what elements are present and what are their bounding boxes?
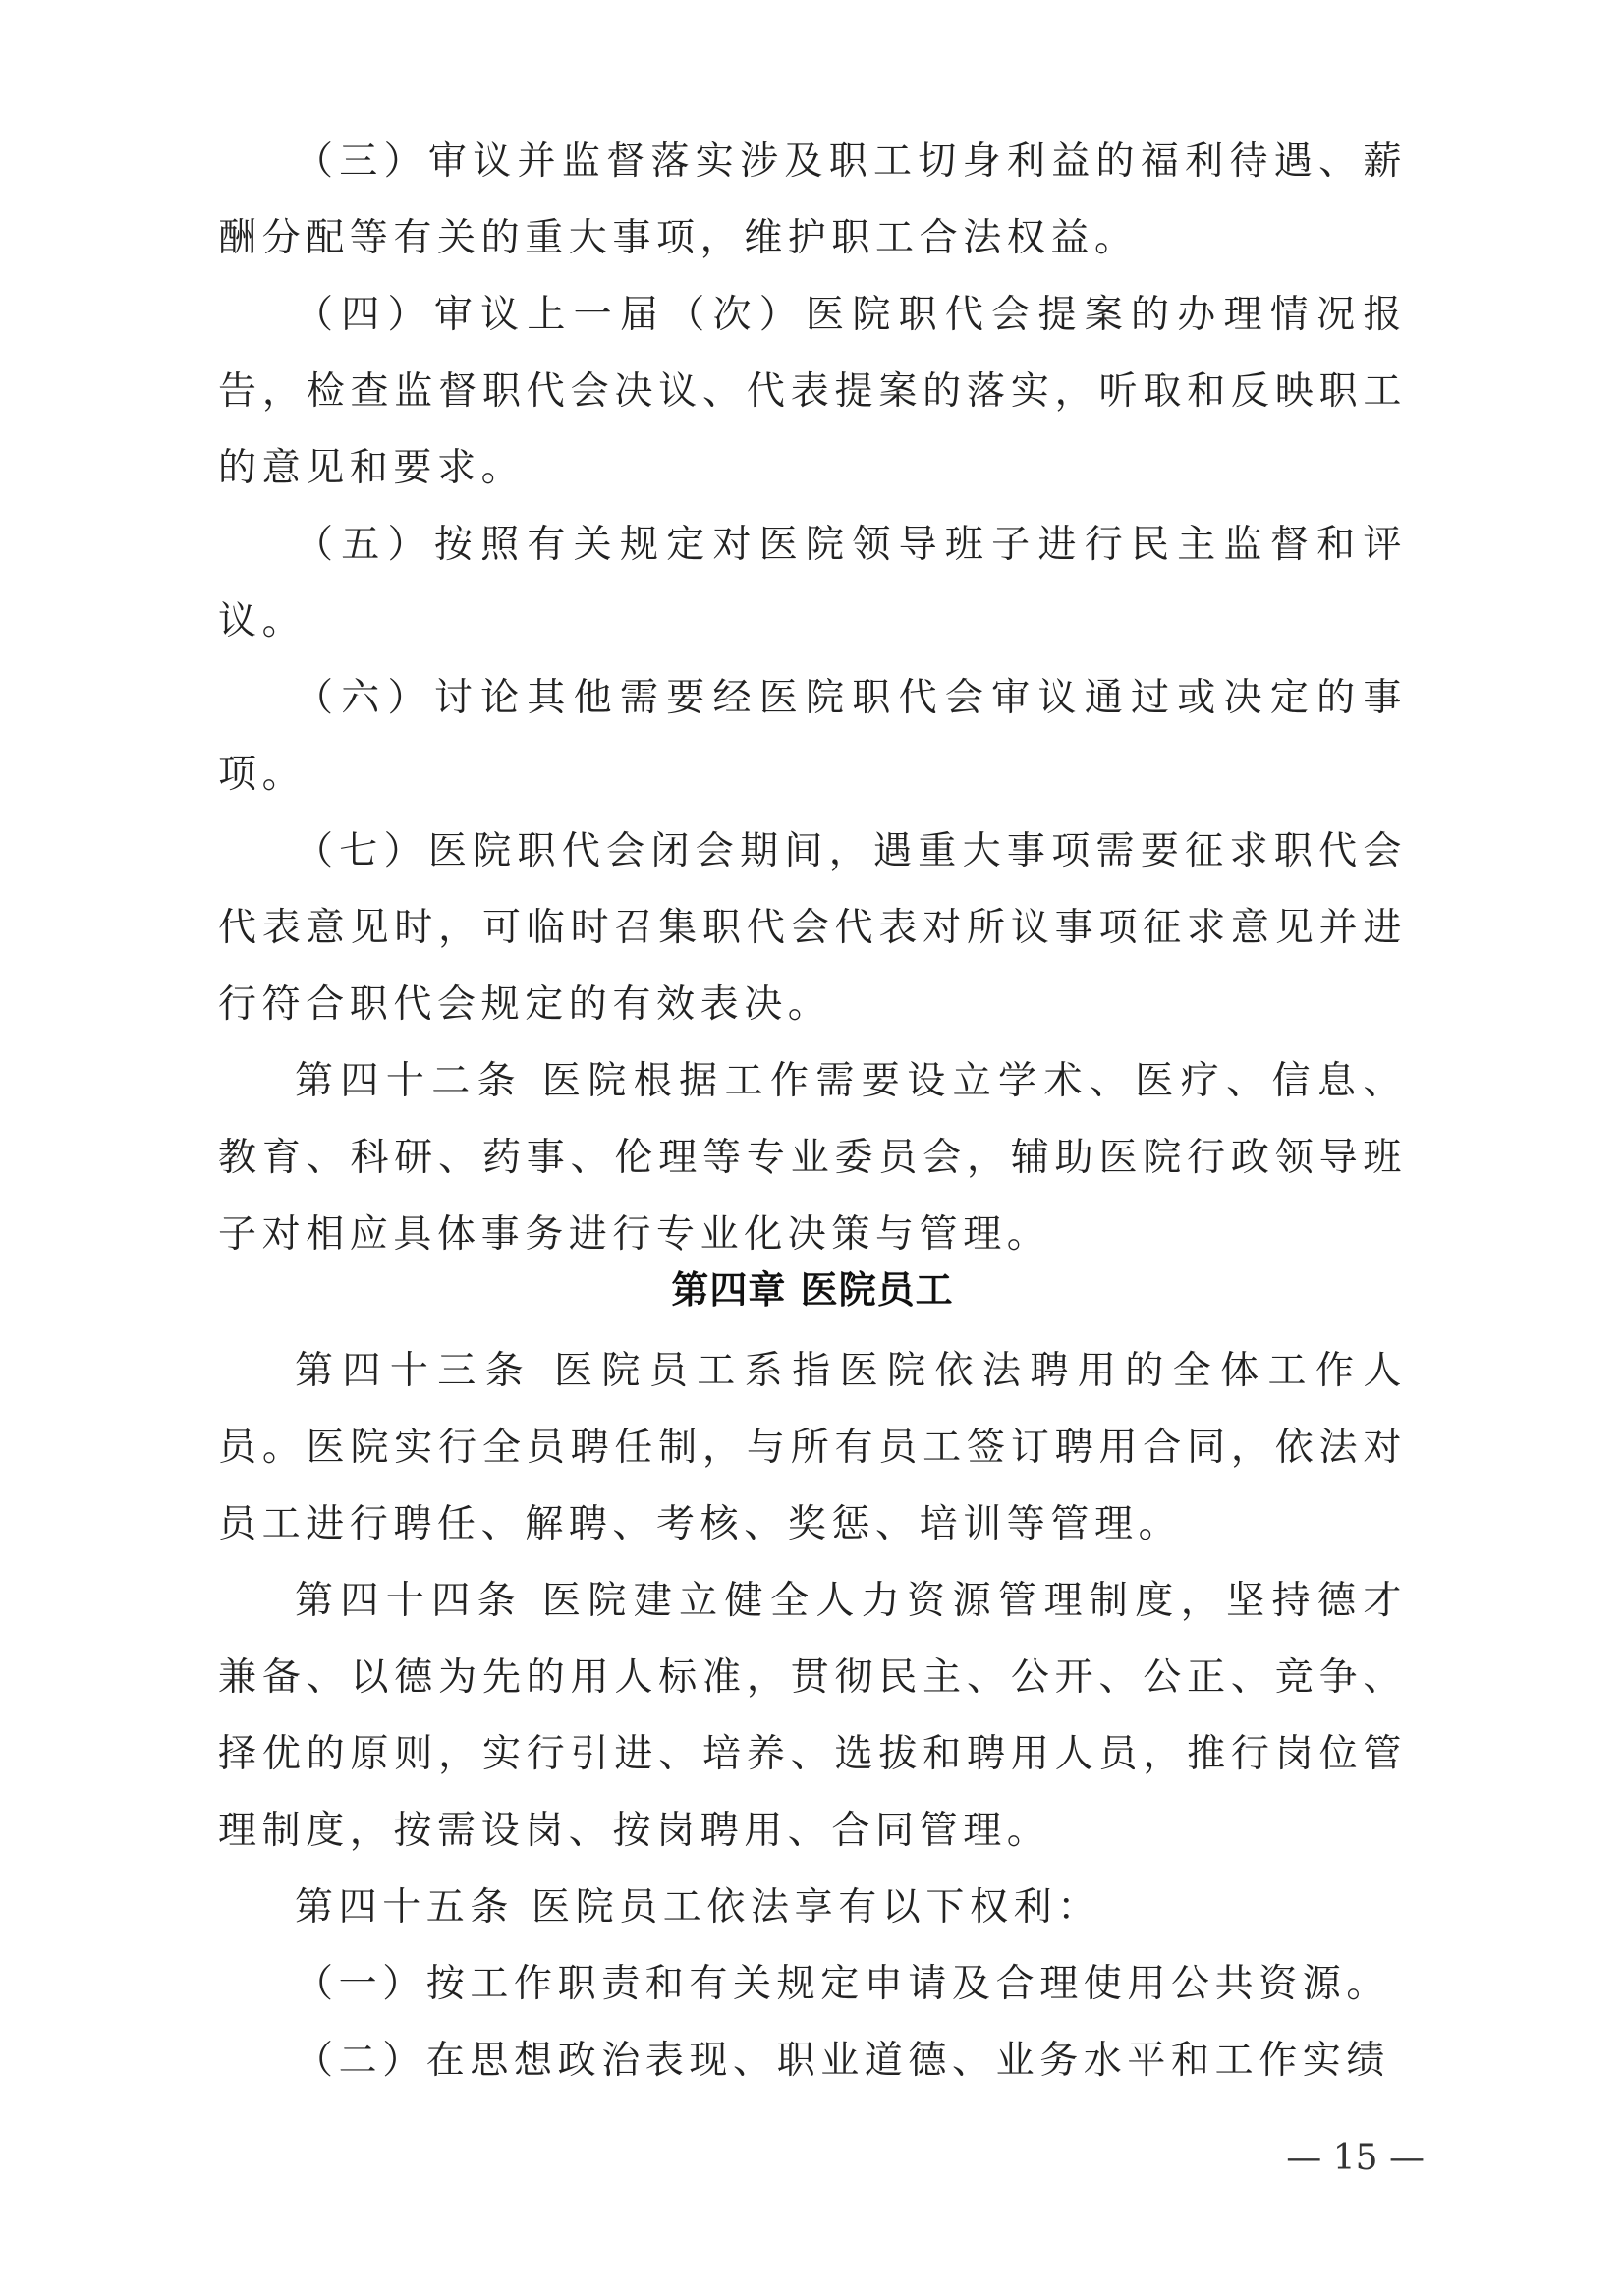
right-one: （一）按工作职责和有关规定申请及合理使用公共资源。 xyxy=(295,1962,1391,2006)
chapter-heading: 第四章 医院员工 xyxy=(671,1268,954,1312)
clause-four: （四）审议上一届（次）医院职代会提案的办理情况报告，检查监督职代会决议、代表提案的落实，听取和反映职工的意见和要求。 xyxy=(218,293,1407,490)
article-44: 第四十四条 医院建立健全人力资源管理制度，坚持德才兼备、以德为先的用人标准，贯彻民主、公开、公正、竞争、择优的原则，实行引进、培养、选拔和聘用人员，推行岗位管理制度，按需设岗、按岗聘用、合同管理。 xyxy=(218,1579,1407,1853)
clause-five: （五）按照有关规定对医院领导班子进行民主监督和评议。 xyxy=(218,523,1407,644)
clause-three: （三）审议并监督落实涉及职工切身利益的福利待遇、薪酬分配等有关的重大事项，维护职工合法权益。 xyxy=(218,140,1407,260)
article-43: 第四十三条 医院员工系指医院依法聘用的全体工作人员。医院实行全员聘任制，与所有员工签订聘用合同，依法对员工进行聘任、解聘、考核、奖惩、培训等管理。 xyxy=(218,1349,1407,1546)
section-after-chapter xyxy=(218,1333,1407,2100)
page-number: — 15 — xyxy=(1286,2138,1425,2178)
article-45: 第四十五条 医院员工依法享有以下权利： xyxy=(295,1885,1101,1930)
clause-six: （六）讨论其他需要经医院职代会审议通过或决定的事项。 xyxy=(218,676,1407,797)
section-before-chapter xyxy=(218,124,1407,1273)
right-two: （二）在思想政治表现、职业道德、业务水平和工作实绩 xyxy=(295,2039,1391,2083)
article-42: 第四十二条 医院根据工作需要设立学术、医疗、信息、教育、科研、药事、伦理等专业委员会，辅助医院行政领导班子对相应具体事务进行专业化决策与管理。 xyxy=(218,1059,1407,1257)
clause-seven: （七）医院职代会闭会期间，遇重大事项需要征求职代会代表意见时，可临时召集职代会代表对所议事项征求意见并进行符合职代会规定的有效表决。 xyxy=(218,829,1407,1027)
